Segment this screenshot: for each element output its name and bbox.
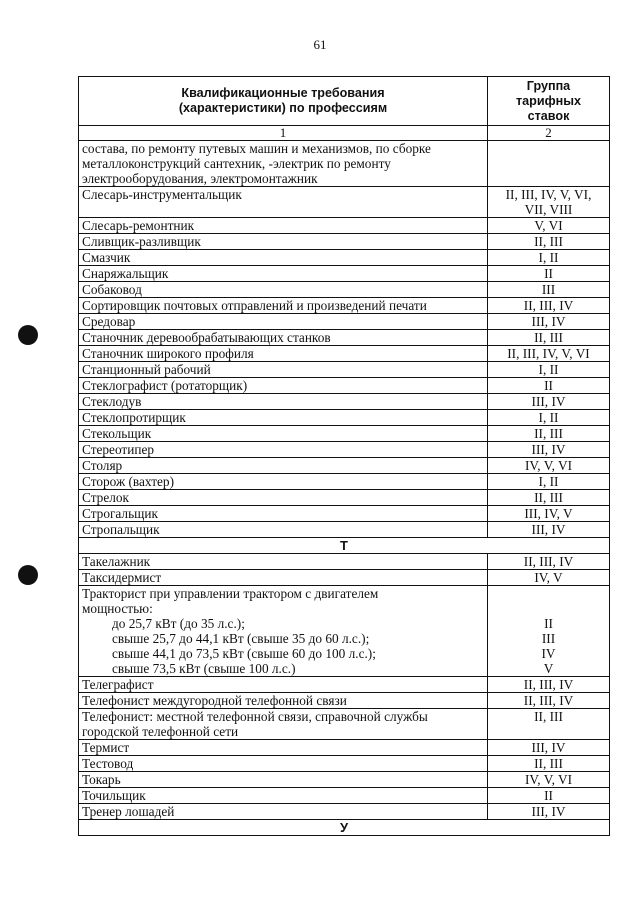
profession-name: Стекольщик — [79, 426, 488, 442]
qualification-table — [78, 76, 610, 836]
tariff-group: I, II — [488, 474, 610, 490]
tariff-group: II — [488, 788, 610, 804]
table-row — [79, 693, 610, 709]
tariff-group: II, III — [488, 709, 610, 740]
table-row — [79, 394, 610, 410]
table-row — [79, 570, 610, 586]
text-line: городской телефонной сети — [82, 724, 239, 739]
table-row — [79, 187, 610, 218]
tariff-group: IV, V, VI — [488, 458, 610, 474]
profession-name: Сливщик-разливщик — [79, 234, 488, 250]
tariff-group: I, II — [488, 250, 610, 266]
header-line: Квалификационные требования — [181, 86, 385, 100]
table-row — [79, 282, 610, 298]
power-range: до 25,7 кВт (до 35 л.с.); — [112, 616, 245, 631]
table-row — [79, 740, 610, 756]
profession-name — [79, 586, 488, 677]
table-row — [79, 378, 610, 394]
profession-name — [79, 141, 488, 187]
profession-name: Тренер лошадей — [79, 804, 488, 820]
table-row — [79, 266, 610, 282]
spacer — [491, 601, 606, 616]
tariff-group: I, II — [488, 362, 610, 378]
tariff-group-line: III — [541, 631, 556, 646]
profession-name: Телефонист междугородной телефонной связи — [79, 693, 488, 709]
table-row — [79, 314, 610, 330]
profession-name: Стропальщик — [79, 522, 488, 538]
profession-name: Снаряжальщик — [79, 266, 488, 282]
tariff-group-line: VII, VIII — [524, 202, 573, 217]
power-range: свыше 44,1 до 73,5 кВт (свыше 60 до 100 л.с.); — [112, 646, 376, 661]
profession-name: Столяр — [79, 458, 488, 474]
tariff-group: II — [488, 378, 610, 394]
tariff-group: III, IV — [488, 442, 610, 458]
profession-name: Смазчик — [79, 250, 488, 266]
profession-name: Собаковод — [79, 282, 488, 298]
table-row — [79, 788, 610, 804]
tariff-group — [488, 586, 610, 677]
header-tariff-group — [488, 77, 610, 126]
column-number: 1 — [79, 126, 488, 141]
tariff-group: III, IV — [488, 740, 610, 756]
table-row — [79, 458, 610, 474]
profession-name: Станочник широкого профиля — [79, 346, 488, 362]
profession-name: Станционный рабочий — [79, 362, 488, 378]
profession-name: Такелажник — [79, 554, 488, 570]
table-row — [79, 298, 610, 314]
profession-name: Стрелок — [79, 490, 488, 506]
text-line: состава, по ремонту путевых машин и механизмов, по сборке — [82, 141, 431, 156]
table-row — [79, 218, 610, 234]
tariff-group: II, III — [488, 490, 610, 506]
spacer — [491, 586, 606, 601]
profession-name: Точильщик — [79, 788, 488, 804]
profession-name: Стеклопротирщик — [79, 410, 488, 426]
header-line: (характеристики) по профессиям — [178, 101, 388, 115]
tariff-group: I, II — [488, 410, 610, 426]
table-row — [79, 426, 610, 442]
punch-hole-mark — [18, 325, 38, 345]
table-row — [79, 677, 610, 693]
tariff-group: II — [488, 266, 610, 282]
header-line: тарифных — [516, 93, 581, 108]
tariff-group: II, III — [488, 756, 610, 772]
tariff-group: II, III — [488, 426, 610, 442]
profession-name: Термист — [79, 740, 488, 756]
tariff-group: II, III, IV — [488, 554, 610, 570]
text-line: Телефонист: местной телефонной связи, справочной службы — [82, 709, 428, 724]
tariff-group-line: IV — [541, 646, 556, 661]
table-row — [79, 506, 610, 522]
tariff-group: II, III, IV — [488, 693, 610, 709]
tariff-group: III — [488, 282, 610, 298]
profession-name: Слесарь-инструментальщик — [79, 187, 488, 218]
section-letter: У — [79, 820, 610, 836]
table-row — [79, 346, 610, 362]
header-qualification — [79, 77, 488, 126]
header-line: ставок — [527, 108, 570, 123]
table-row — [79, 234, 610, 250]
profession-name: Стеклодув — [79, 394, 488, 410]
table-row — [79, 474, 610, 490]
profession-name — [79, 709, 488, 740]
table-row — [79, 522, 610, 538]
profession-name: Сортировщик почтовых отправлений и произведений печати — [79, 298, 488, 314]
tariff-group: II, III, IV — [488, 677, 610, 693]
tariff-group: IV, V, VI — [488, 772, 610, 788]
table-row — [79, 362, 610, 378]
profession-name: Станочник деревообрабатывающих станков — [79, 330, 488, 346]
table-row — [79, 554, 610, 570]
table-row — [79, 756, 610, 772]
column-number-row — [79, 126, 610, 141]
column-number: 2 — [488, 126, 610, 141]
table-row — [79, 709, 610, 740]
table-row-tractor — [79, 586, 610, 677]
tariff-group: II, III — [488, 330, 610, 346]
tariff-group — [488, 141, 610, 187]
text-line: металлоконструкций сантехник, -электрик по ремонту — [82, 156, 391, 171]
profession-name: Стеклографист (ротаторщик) — [79, 378, 488, 394]
tariff-group — [488, 187, 610, 218]
tariff-group: II, III, IV, V, VI — [488, 346, 610, 362]
profession-name: Телеграфист — [79, 677, 488, 693]
table-row — [79, 141, 610, 187]
power-range: свыше 25,7 до 44,1 кВт (свыше 35 до 60 л.с.); — [112, 631, 370, 646]
profession-name: Стереотипер — [79, 442, 488, 458]
table-row — [79, 442, 610, 458]
table-row — [79, 490, 610, 506]
page-number: 61 — [313, 37, 327, 52]
profession-name: Токарь — [79, 772, 488, 788]
tariff-group-line: II, III, IV, V, VI, — [505, 187, 592, 202]
text-line: мощностью: — [82, 601, 153, 616]
table-row — [79, 330, 610, 346]
tariff-group: III, IV, V — [488, 506, 610, 522]
section-row-t — [79, 538, 610, 554]
profession-name: Сторож (вахтер) — [79, 474, 488, 490]
punch-hole-mark — [18, 565, 38, 585]
profession-name: Таксидермист — [79, 570, 488, 586]
section-letter: Т — [79, 538, 610, 554]
tariff-group: III, IV — [488, 522, 610, 538]
header-line: Группа — [526, 78, 571, 93]
table-row — [79, 804, 610, 820]
tariff-group: III, IV — [488, 314, 610, 330]
text-line: электрооборудования, электромонтажник — [82, 171, 318, 186]
tariff-group: V, VI — [488, 218, 610, 234]
table-row — [79, 410, 610, 426]
profession-name: Строгальщик — [79, 506, 488, 522]
profession-name: Тестовод — [79, 756, 488, 772]
table-row — [79, 250, 610, 266]
tariff-group: III, IV — [488, 804, 610, 820]
tariff-group-line: II — [544, 616, 553, 631]
text-line: Тракторист при управлении трактором с двигателем — [82, 586, 379, 601]
profession-name: Средовар — [79, 314, 488, 330]
tariff-group: II, III — [488, 234, 610, 250]
table-row — [79, 772, 610, 788]
profession-name: Слесарь-ремонтник — [79, 218, 488, 234]
power-range: свыше 73,5 кВт (свыше 100 л.с.) — [112, 661, 296, 676]
section-row-u — [79, 820, 610, 836]
tariff-group: IV, V — [488, 570, 610, 586]
tariff-group-line: V — [543, 661, 554, 676]
tariff-group: III, IV — [488, 394, 610, 410]
table-header-row — [79, 77, 610, 126]
tariff-group: II, III, IV — [488, 298, 610, 314]
